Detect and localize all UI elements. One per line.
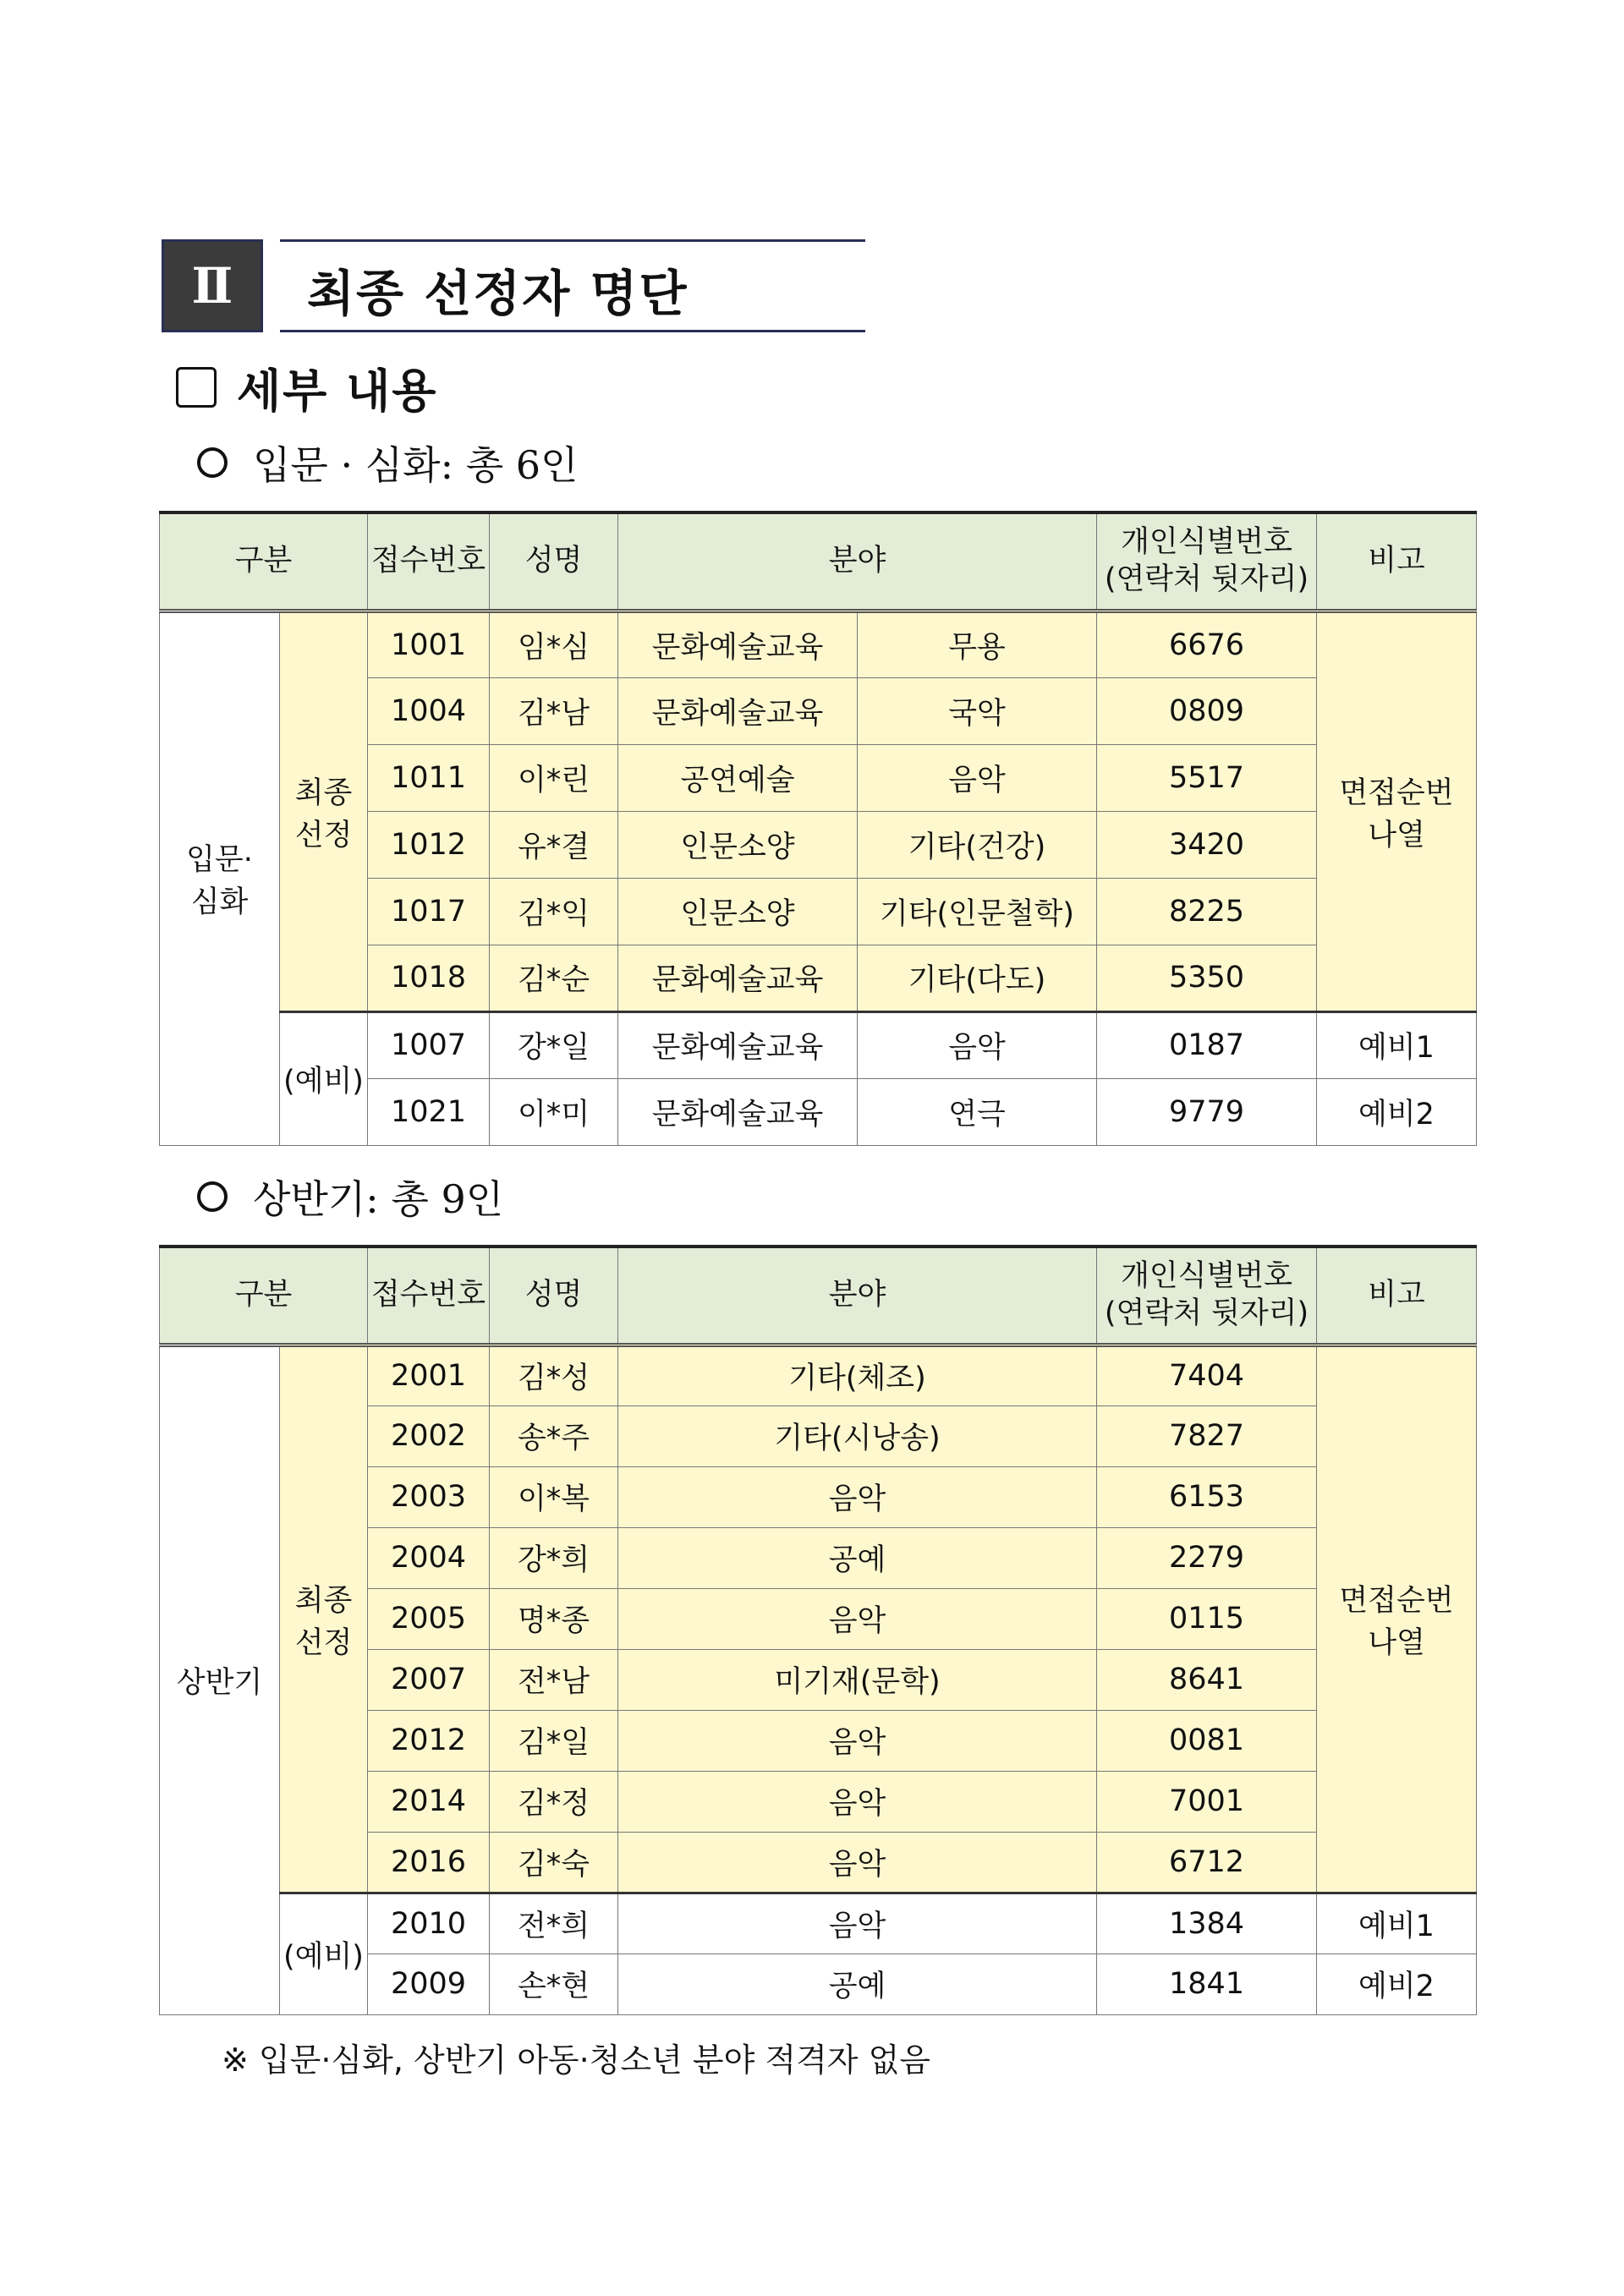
name-cell: 김*숙 bbox=[490, 1832, 618, 1893]
field-cell: 공예 bbox=[618, 1527, 1097, 1588]
field-main-cell: 인문소양 bbox=[618, 878, 858, 945]
id-cell: 1841 bbox=[1097, 1954, 1317, 2014]
receipt-number-cell: 1001 bbox=[368, 611, 490, 677]
field-detail-cell: 국악 bbox=[858, 677, 1097, 744]
table-first-half bbox=[159, 1245, 1477, 2015]
receipt-number-cell: 1021 bbox=[368, 1078, 490, 1145]
receipt-number-cell: 1012 bbox=[368, 811, 490, 878]
name-cell: 김*성 bbox=[490, 1345, 618, 1406]
field-cell: 음악 bbox=[618, 1588, 1097, 1649]
id-cell: 7827 bbox=[1097, 1406, 1317, 1466]
section-title-box bbox=[280, 239, 865, 332]
remark-cell: 면접순번 나열 bbox=[1317, 1345, 1477, 1893]
receipt-number-cell: 2003 bbox=[368, 1466, 490, 1527]
field-cell: 음악 bbox=[618, 1771, 1097, 1832]
field-detail-cell: 음악 bbox=[858, 1011, 1097, 1078]
receipt-number-cell: 2009 bbox=[368, 1954, 490, 2014]
name-cell: 이*미 bbox=[490, 1078, 618, 1145]
header-field: 분야 bbox=[618, 1247, 1097, 1345]
field-cell: 음악 bbox=[618, 1832, 1097, 1893]
name-cell: 이*복 bbox=[490, 1466, 618, 1527]
subsection-header bbox=[176, 359, 438, 418]
id-cell: 8225 bbox=[1097, 878, 1317, 945]
receipt-number-cell: 2012 bbox=[368, 1710, 490, 1771]
section-number: Ⅱ bbox=[162, 239, 263, 332]
name-cell: 명*종 bbox=[490, 1588, 618, 1649]
section-header bbox=[162, 239, 865, 332]
reserve-label: (예비) bbox=[280, 1893, 368, 2014]
receipt-number-cell: 2001 bbox=[368, 1345, 490, 1406]
category-cell: 상반기 bbox=[160, 1345, 280, 2014]
id-cell: 0115 bbox=[1097, 1588, 1317, 1649]
remark-cell: 예비2 bbox=[1317, 1078, 1477, 1145]
circle-bullet-icon bbox=[197, 1181, 228, 1212]
field-main-cell: 문화예술교육 bbox=[618, 945, 858, 1011]
field-main-cell: 문화예술교육 bbox=[618, 677, 858, 744]
remark-cell: 면접순번 나열 bbox=[1317, 611, 1477, 1011]
id-cell: 6153 bbox=[1097, 1466, 1317, 1527]
id-cell: 2279 bbox=[1097, 1527, 1317, 1588]
receipt-number-cell: 2007 bbox=[368, 1649, 490, 1710]
field-cell: 기타(시낭송) bbox=[618, 1406, 1097, 1466]
field-detail-cell: 기타(인문철학) bbox=[858, 878, 1097, 945]
table-row-reserve bbox=[160, 1011, 1477, 1078]
id-cell: 3420 bbox=[1097, 811, 1317, 878]
name-cell: 김*순 bbox=[490, 945, 618, 1011]
field-cell: 기타(체조) bbox=[618, 1345, 1097, 1406]
receipt-number-cell: 2005 bbox=[368, 1588, 490, 1649]
receipt-number-cell: 2004 bbox=[368, 1527, 490, 1588]
final-selection-label: 최종 선정 bbox=[280, 1345, 368, 1893]
header-field: 분야 bbox=[618, 512, 1097, 611]
receipt-number-cell: 2016 bbox=[368, 1832, 490, 1893]
name-cell: 유*결 bbox=[490, 811, 618, 878]
name-cell: 김*일 bbox=[490, 1710, 618, 1771]
reserve-label: (예비) bbox=[280, 1011, 368, 1145]
id-cell: 7001 bbox=[1097, 1771, 1317, 1832]
receipt-number-cell: 1018 bbox=[368, 945, 490, 1011]
field-detail-cell: 음악 bbox=[858, 744, 1097, 811]
field-cell: 공예 bbox=[618, 1954, 1097, 2014]
field-detail-cell: 기타(건강) bbox=[858, 811, 1097, 878]
id-cell: 0809 bbox=[1097, 677, 1317, 744]
receipt-number-cell: 1017 bbox=[368, 878, 490, 945]
subsection-title: 세부 내용 bbox=[237, 364, 438, 418]
id-cell: 0187 bbox=[1097, 1011, 1317, 1078]
id-cell: 1384 bbox=[1097, 1893, 1317, 1954]
name-cell: 김*익 bbox=[490, 878, 618, 945]
receipt-number-cell: 2002 bbox=[368, 1406, 490, 1466]
name-cell: 강*일 bbox=[490, 1011, 618, 1078]
id-cell: 7404 bbox=[1097, 1345, 1317, 1406]
receipt-number-cell: 2014 bbox=[368, 1771, 490, 1832]
header-remark: 비고 bbox=[1317, 1247, 1477, 1345]
field-cell: 미기재(문학) bbox=[618, 1649, 1097, 1710]
field-main-cell: 공연예술 bbox=[618, 744, 858, 811]
receipt-number-cell: 1004 bbox=[368, 677, 490, 744]
category-cell: 입문· 심화 bbox=[160, 611, 280, 1145]
id-cell: 0081 bbox=[1097, 1710, 1317, 1771]
field-cell: 음악 bbox=[618, 1893, 1097, 1954]
header-name: 성명 bbox=[490, 1247, 618, 1345]
remark-cell: 예비1 bbox=[1317, 1011, 1477, 1078]
group-heading-intro bbox=[197, 436, 579, 490]
id-cell: 9779 bbox=[1097, 1078, 1317, 1145]
footnote: ※ 입문·심화, 상반기 아동·청소년 분야 적격자 없음 bbox=[222, 2041, 931, 2079]
header-receipt: 접수번호 bbox=[368, 1247, 490, 1345]
table-intro bbox=[159, 511, 1477, 1146]
name-cell: 이*린 bbox=[490, 744, 618, 811]
id-cell: 5517 bbox=[1097, 744, 1317, 811]
table-row bbox=[160, 1345, 1477, 1406]
group-heading-text: 상반기: 총 9인 bbox=[253, 1176, 504, 1222]
field-cell: 음악 bbox=[618, 1466, 1097, 1527]
group-heading-first-half bbox=[197, 1170, 503, 1224]
id-cell: 5350 bbox=[1097, 945, 1317, 1011]
field-main-cell: 문화예술교육 bbox=[618, 1011, 858, 1078]
circle-bullet-icon bbox=[197, 447, 228, 478]
name-cell: 전*남 bbox=[490, 1649, 618, 1710]
remark-cell: 예비1 bbox=[1317, 1893, 1477, 1954]
field-detail-cell: 기타(다도) bbox=[858, 945, 1097, 1011]
table-row bbox=[160, 611, 1477, 677]
final-selection-label: 최종 선정 bbox=[280, 611, 368, 1011]
id-cell: 8641 bbox=[1097, 1649, 1317, 1710]
group-heading-text: 입문 · 심화: 총 6인 bbox=[253, 442, 579, 488]
name-cell: 강*희 bbox=[490, 1527, 618, 1588]
field-main-cell: 문화예술교육 bbox=[618, 1078, 858, 1145]
receipt-number-cell: 1007 bbox=[368, 1011, 490, 1078]
field-cell: 음악 bbox=[618, 1710, 1097, 1771]
field-detail-cell: 무용 bbox=[858, 611, 1097, 677]
id-cell: 6712 bbox=[1097, 1832, 1317, 1893]
section-title: 최종 선정자 명단 bbox=[307, 265, 689, 322]
name-cell: 김*정 bbox=[490, 1771, 618, 1832]
checkbox-icon bbox=[176, 367, 217, 408]
header-remark: 비고 bbox=[1317, 512, 1477, 611]
header-name: 성명 bbox=[490, 512, 618, 611]
id-cell: 6676 bbox=[1097, 611, 1317, 677]
header-id: 개인식별번호 (연락처 뒷자리) bbox=[1097, 512, 1317, 611]
name-cell: 손*현 bbox=[490, 1954, 618, 2014]
name-cell: 전*희 bbox=[490, 1893, 618, 1954]
table-row-reserve bbox=[160, 1893, 1477, 1954]
field-detail-cell: 연극 bbox=[858, 1078, 1097, 1145]
header-category: 구분 bbox=[160, 1247, 368, 1345]
name-cell: 임*심 bbox=[490, 611, 618, 677]
receipt-number-cell: 2010 bbox=[368, 1893, 490, 1954]
header-receipt: 접수번호 bbox=[368, 512, 490, 611]
field-main-cell: 인문소양 bbox=[618, 811, 858, 878]
name-cell: 송*주 bbox=[490, 1406, 618, 1466]
header-category: 구분 bbox=[160, 512, 368, 611]
name-cell: 김*남 bbox=[490, 677, 618, 744]
remark-cell: 예비2 bbox=[1317, 1954, 1477, 2014]
header-id: 개인식별번호 (연락처 뒷자리) bbox=[1097, 1247, 1317, 1345]
receipt-number-cell: 1011 bbox=[368, 744, 490, 811]
field-main-cell: 문화예술교육 bbox=[618, 611, 858, 677]
